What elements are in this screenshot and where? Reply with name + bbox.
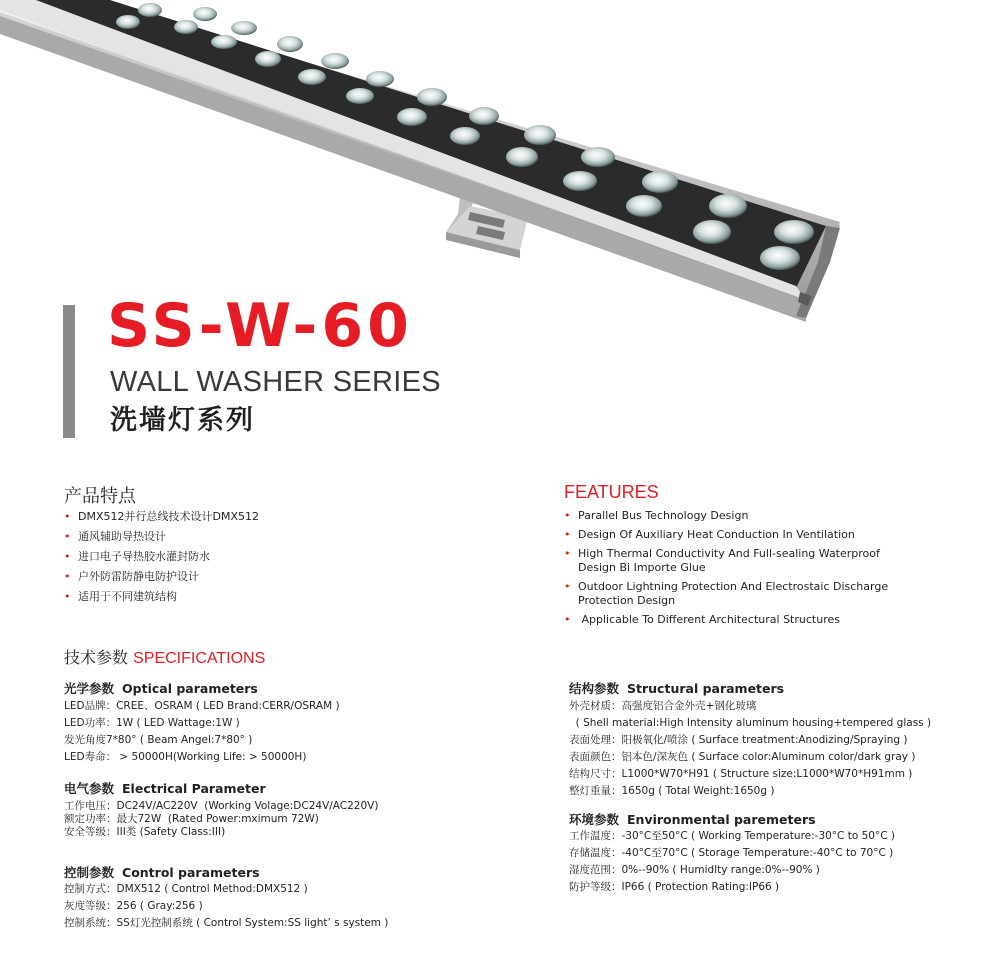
list-item: • 通风辅助导热设计 [64, 530, 166, 543]
spec-line: 外壳材质：高强度铝合金外壳+钢化玻璃 [569, 700, 757, 712]
bullet-icon: • [64, 570, 71, 583]
list-item: • Parallel Bus Technology Design [564, 509, 749, 522]
optical-heading: 光学参数 Optical parameters [64, 681, 258, 696]
list-item: • Applicable To Different Architectural Structures [564, 613, 840, 626]
product-image-wall-washer [0, 0, 996, 330]
list-item: • 进口电子导热胶水灌封防水 [64, 550, 210, 563]
spec-line: 防护等级：IP66 ( Protection Rating:IP66 ) [569, 881, 780, 893]
features-en-title: FEATURES [564, 482, 659, 502]
electrical-spec-list [64, 800, 378, 839]
spec-line: LED寿命： > 50000H(Working Life: > 50000H) [64, 751, 307, 763]
spec-line: 控制系统：SS灯光控制系统 ( Control System:SS light’ s system ) [64, 917, 389, 929]
bullet-icon: • [564, 547, 571, 560]
spec-line: 结构尺寸：L1000*W70*H91 ( Structure size:L1000*W70*H91mm ) [569, 768, 913, 780]
spec-line: 存储温度：-40°C至70°C ( Storage Temperature:-40°C to 70°C ) [569, 847, 894, 859]
list-item: • DMX512并行总线技术设计DMX512 [64, 510, 259, 523]
spec-line: LED功率：1W ( LED Wattage:1W ) [64, 717, 240, 729]
bullet-icon: • [64, 530, 71, 543]
spec-line: 表面处理：阳极氧化/喷涂 ( Surface treatment:Anodizing/Spraying ) [569, 734, 908, 746]
structural-spec-list [569, 698, 931, 800]
specs-title [64, 645, 265, 668]
spec-line: 安全等级：III类 (Safety Class:III) [64, 826, 226, 838]
bullet-icon: • [564, 580, 571, 593]
title-accent-bar [63, 305, 75, 438]
bullet-icon: • [564, 528, 571, 541]
spec-line: 灰度等级：256 ( Gray:256 ) [64, 900, 203, 912]
spec-line: 发光角度7*80° ( Beam Angel:7*80° ) [64, 734, 253, 746]
list-item: • Design Of Auxiliary Heat Conduction In Ventilation [564, 528, 855, 541]
series-title-en: WALL WASHER SERIES [110, 366, 441, 398]
electrical-heading: 电气参数 Electrical Parameter [64, 781, 266, 796]
specs-title-cn: 技术参数 [64, 648, 129, 667]
spec-line: 湿度范围：0%--90% ( Humidlty range:0%--90% ) [569, 864, 820, 876]
environmental-spec-list [569, 828, 895, 896]
spec-line: LED品牌：CREE、OSRAM ( LED Brand:CERR/OSRAM ) [64, 700, 340, 712]
bullet-icon: • [64, 550, 71, 563]
control-heading: 控制参数 Control parameters [64, 865, 260, 880]
bullet-icon: • [64, 510, 71, 523]
structural-heading: 结构参数 Structural parameters [569, 681, 785, 696]
bullet-icon: • [564, 509, 571, 522]
series-title-cn: 洗墙灯系列 [110, 405, 255, 436]
list-item: • 适用于不同建筑结构 [64, 590, 177, 603]
control-spec-list [64, 881, 388, 932]
model-number: SS-W-60 [107, 291, 413, 361]
spec-line: ( Shell material:High Intensity aluminum housing+tempered glass ) [569, 717, 932, 729]
optical-spec-list [64, 698, 340, 766]
list-item: • 户外防雷防静电防护设计 [64, 570, 199, 583]
list-item: • Outdoor Lightning Protection And Electrostaic Discharge Protection Design [564, 580, 889, 607]
spec-line: 控制方式：DMX512 ( Control Method:DMX512 ) [64, 883, 308, 895]
specs-title-en: SPECIFICATIONS [133, 650, 266, 667]
spec-line: 工作温度：-30°C至50°C ( Working Temperature:-30°C to 50°C ) [569, 830, 895, 842]
bullet-icon: • [64, 590, 71, 603]
spec-line: 表面颜色：铝本色/深灰色 ( Surface color:Aluminum color/dark gray ) [569, 751, 916, 763]
spec-line: 额定功率：最大72W (Rated Power:mximum 72W) [64, 813, 319, 825]
list-item: • High Thermal Conductivity And Full-sealing Waterproof Design Bi Importe Glue [564, 547, 880, 574]
spec-line: 整灯重量：1650g ( Total Weight:1650g ) [569, 785, 775, 797]
features-cn-title: 产品特点 [64, 486, 136, 507]
spec-line: 工作电压：DC24V/AC220V (Working Volage:DC24V/AC220V) [64, 800, 379, 812]
features-en-list [564, 509, 924, 627]
environmental-heading: 环境参数 Environmental paremeters [569, 812, 816, 827]
features-cn-list [64, 510, 259, 604]
bullet-icon: • [564, 613, 571, 626]
